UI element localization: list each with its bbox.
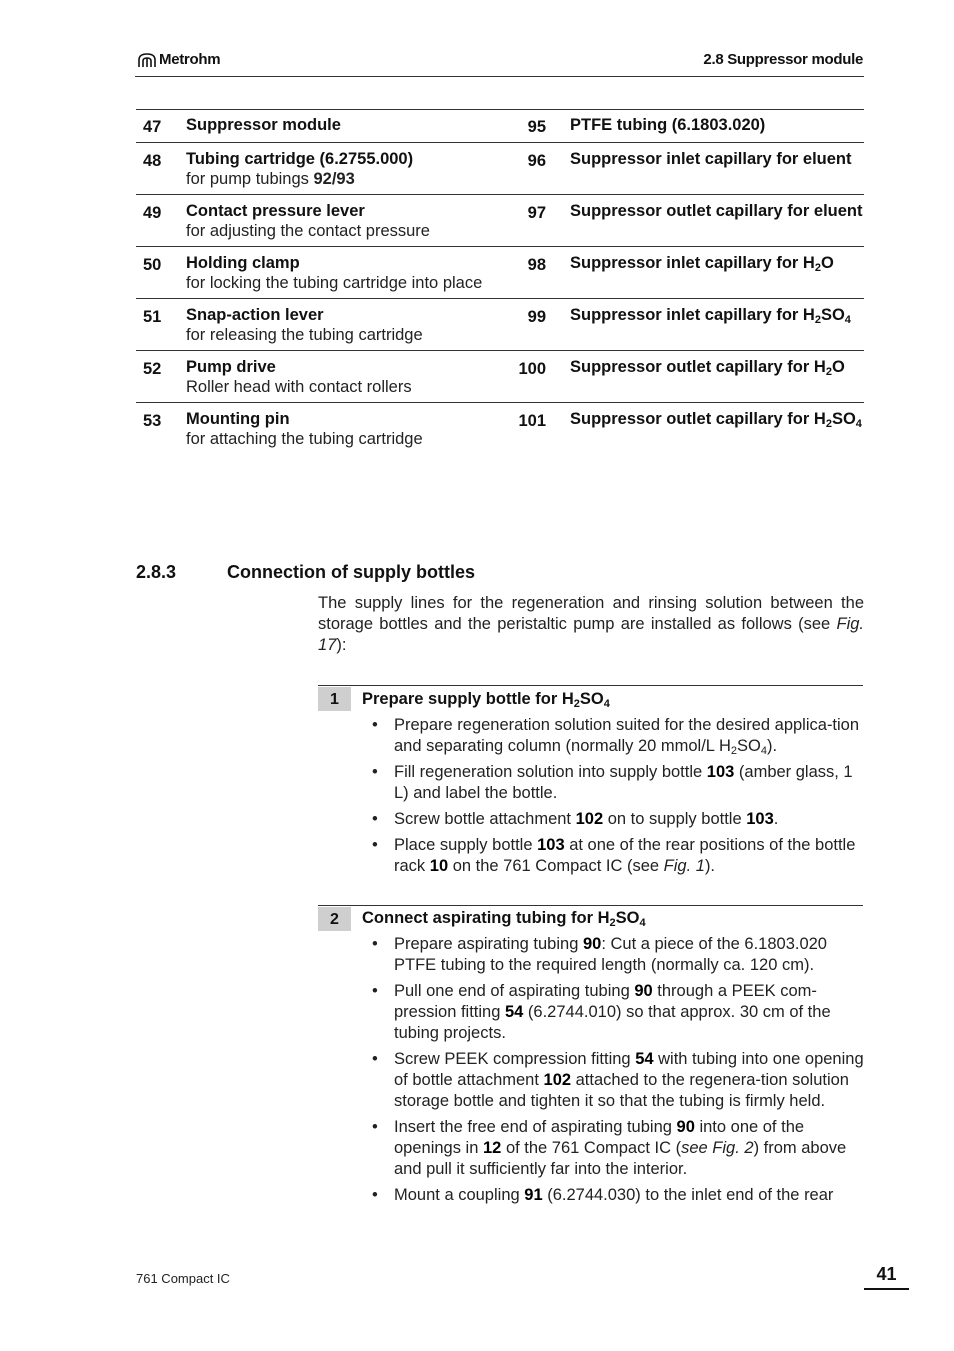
part-number: 100: [518, 359, 546, 378]
part-title: Suppressor inlet capillary for eluent: [570, 149, 852, 168]
part-cell: [186, 149, 496, 190]
part-number: 98: [527, 255, 546, 274]
part-number: 47: [143, 118, 162, 136]
part-title: Suppressor outlet capillary for $H_2O$: [570, 357, 845, 378]
part-number: 51: [143, 307, 162, 326]
list-item: • Insert the free end of aspirating tubing 90 into one of the openings in 12 of the 761 Compact IC (see Fig. 2) from above and pull it sufficiently far into the interior.: [372, 1117, 864, 1180]
step-bullet-list: [372, 715, 864, 882]
part-cell: [546, 115, 864, 138]
part-cell: [546, 201, 864, 242]
part-cell: [186, 201, 496, 242]
list-item: • Place supply bottle 103 at one of the rear positions of the bottle rack 10 on the 761 Compact IC (see Fig. 1).: [372, 835, 864, 877]
table-row: [136, 110, 864, 143]
part-cell: [186, 115, 496, 138]
part-number: 96: [527, 151, 546, 170]
running-header-section: 2.8 Suppressor module: [703, 51, 863, 68]
part-description: for locking the tubing cartridge into place: [186, 274, 483, 292]
part-title: Suppressor outlet capillary for eluent: [570, 201, 863, 220]
list-item: • Screw bottle attachment 102 on to supply bottle 103.: [372, 809, 864, 830]
part-title: Suppressor inlet capillary for $H_2O$: [570, 253, 834, 274]
table-row: [136, 403, 864, 454]
list-item: • Fill regeneration solution into supply bottle 103 (amber glass, 1 L) and label the bottle.: [372, 762, 864, 804]
part-title: PTFE tubing (6.1803.020): [570, 116, 766, 134]
table-row: [136, 351, 864, 403]
part-title: Suppressor inlet capillary for $H_2SO_4$: [570, 305, 851, 326]
section-title: Connection of supply bottles: [227, 562, 475, 582]
part-number: 50: [143, 255, 162, 274]
table-row: [136, 195, 864, 247]
list-item: • Prepare aspirating tubing 90: Cut a piece of the 6.1803.020 PTFE tubing to the required length (normally ca. 120 cm).: [372, 934, 864, 976]
part-cell: [186, 305, 496, 346]
step-title: Connect aspirating tubing for $H_2SO_4$: [362, 909, 646, 929]
part-title: Tubing cartridge (6.2755.000): [186, 149, 414, 168]
list-item: • Screw PEEK compression fitting 54 with tubing into one opening of bottle attachment 102 attached to the regenera-tion solution storage bottle and tighten it so that the tubing is firmly held.: [372, 1049, 864, 1112]
part-description: for releasing the tubing cartridge: [186, 326, 423, 344]
part-title: Pump drive: [186, 357, 276, 376]
metrohm-logo: [137, 51, 220, 68]
table-row: [136, 143, 864, 195]
part-title: Snap-action lever: [186, 305, 324, 324]
part-title: Suppressor module: [186, 116, 341, 134]
logo-text: Metrohm: [159, 51, 221, 68]
part-number: 53: [143, 411, 162, 430]
figure-reference: Fig. 17: [318, 615, 864, 654]
part-cell: [546, 253, 864, 294]
list-item: • Mount a coupling 91 (6.2744.030) to the inlet end of the rear: [372, 1185, 864, 1206]
part-title: Contact pressure lever: [186, 201, 365, 220]
intro-paragraph: The supply lines for the regeneration and rinsing solution between the storage bottles and the peristaltic pump are installed as follows (see Fig. 17):: [318, 594, 864, 654]
part-number: 95: [527, 118, 546, 136]
header-rule: [135, 76, 864, 77]
part-cell: [546, 409, 864, 450]
part-cell: [546, 357, 864, 398]
section-number: 2.8.3: [136, 562, 177, 582]
part-title: Holding clamp: [186, 253, 300, 272]
step-rule: [318, 685, 863, 686]
part-title: Suppressor outlet capillary for $H_2SO_4$: [570, 409, 862, 430]
table-row: [136, 299, 864, 351]
part-cell: [186, 409, 496, 450]
metrohm-logo-icon: [137, 52, 157, 68]
list-item: • Prepare regeneration solution suited for the desired applica-tion and separating column (normally 20 mmol/L $H_2SO_4$).: [372, 715, 864, 757]
part-description: Roller head with contact rollers: [186, 378, 412, 396]
part-title: Mounting pin: [186, 409, 290, 428]
step-bullet-list: [372, 934, 864, 1211]
footer-doc-title: 761 Compact IC: [136, 1271, 230, 1286]
part-number: 49: [143, 203, 162, 222]
part-cell: [546, 305, 864, 346]
step-number: 2: [318, 907, 351, 931]
part-description: for adjusting the contact pressure: [186, 222, 430, 240]
part-number: 99: [527, 307, 546, 326]
step-rule: [318, 905, 863, 906]
part-description: for pump tubings 92/93: [186, 170, 355, 188]
part-number: 97: [527, 203, 546, 222]
part-number: 48: [143, 151, 162, 170]
part-description: for attaching the tubing cartridge: [186, 430, 423, 448]
table-row: [136, 247, 864, 299]
step-number: 1: [318, 687, 351, 711]
part-cell: [186, 253, 496, 294]
page-number: 41: [864, 1264, 909, 1290]
parts-table: [136, 109, 864, 454]
part-number: 101: [518, 411, 546, 430]
step-title: Prepare supply bottle for $H_2SO_4$: [362, 690, 610, 710]
part-cell: [546, 149, 864, 190]
part-cell: [186, 357, 496, 398]
list-item: • Pull one end of aspirating tubing 90 through a PEEK com-pression fitting 54 (6.2744.010) so that approx. 30 cm of the tubing projects.: [372, 981, 864, 1044]
part-number: 52: [143, 359, 162, 378]
